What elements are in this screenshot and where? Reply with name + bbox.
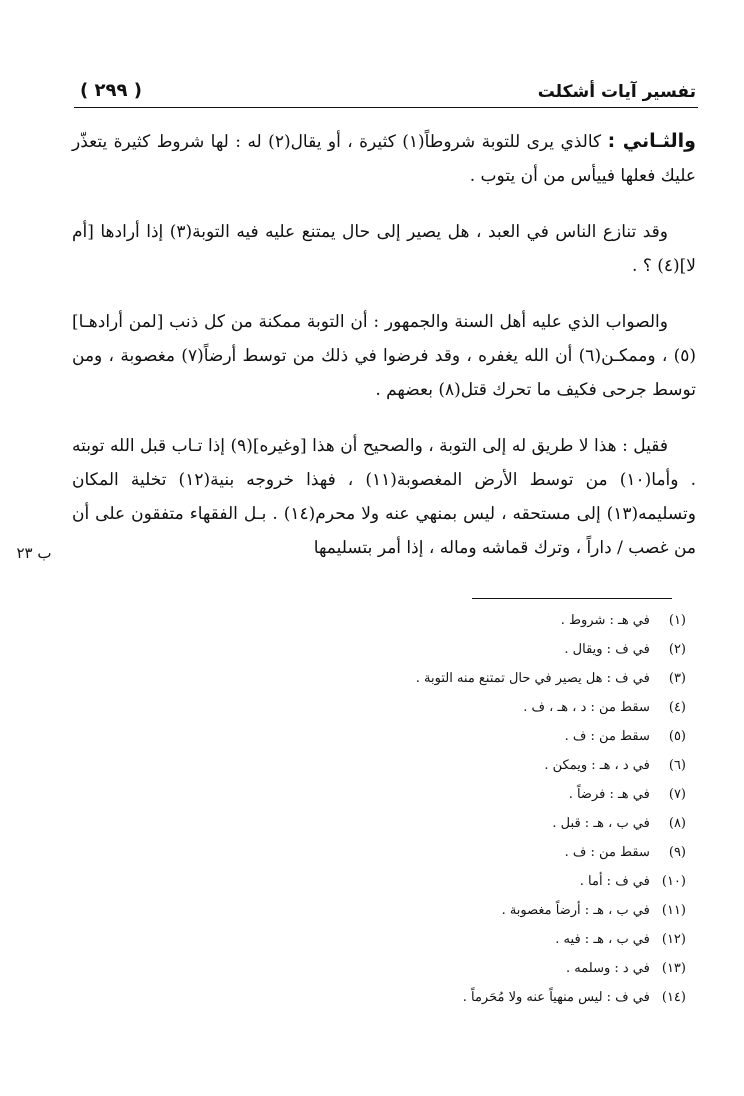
footnote-number: (٣) [668, 671, 686, 686]
footnote-text: سقط من : ف . [564, 845, 650, 860]
footnote [200, 983, 686, 1012]
footnote-text: في د ، هـ : ويمكن . [544, 758, 650, 773]
footnote-text: في ف : هل يصير في حال تمتنع منه التوبة . [415, 671, 650, 686]
footnote-number: (٢) [668, 642, 686, 657]
page-number: ( ٢٩٩ ) [80, 80, 142, 101]
footnotes [200, 606, 686, 1012]
footnote [200, 954, 686, 983]
footnote-text: في ب ، هـ : قبل . [552, 816, 650, 831]
footnote-text: في هـ : فرضاً . [568, 787, 650, 802]
footnote-text: في ف : ويقال . [564, 642, 650, 657]
paragraph-1 [72, 124, 696, 193]
footnote-text: سقط من : د ، هـ ، ف . [523, 700, 650, 715]
footnote-number: (٨) [668, 816, 686, 831]
footnote-number: (١١) [661, 903, 686, 918]
footnote-number: (٤) [668, 700, 686, 715]
footnote-number: (٩) [668, 845, 686, 860]
footnote-text: في ف : ليس منهياً عنه ولا مُحَرماً . [462, 990, 650, 1005]
footnote-number: (١٠) [661, 874, 686, 889]
paragraph-lead: والثـاني : [607, 130, 696, 152]
footnote-number: (٧) [668, 787, 686, 802]
footnote [200, 925, 686, 954]
footnote-text: في هـ : شروط . [560, 613, 650, 628]
running-title: تفسير آيات أشكلت [537, 82, 696, 102]
footnote [200, 722, 686, 751]
footnote-number: (١٤) [661, 990, 686, 1005]
footnote-number: (١) [668, 613, 686, 628]
footnote-number: (٦) [668, 758, 686, 773]
page-header [80, 78, 696, 108]
footnote-text: في ب ، هـ : فيه . [555, 932, 650, 947]
footnote-number: (١٣) [661, 961, 686, 976]
footnote [200, 693, 686, 722]
footnote-rule [472, 598, 672, 599]
footnote [200, 606, 686, 635]
footnote [200, 809, 686, 838]
footnote-text: في ف : أما . [579, 874, 650, 889]
footnote-number: (١٢) [661, 932, 686, 947]
margin-note: ب ٢٣ [16, 544, 52, 562]
paragraph-4: فقيل : هذا لا طريق له إلى التوبة ، والصحيح أن هذا [وغيره](٩) إذا تـاب قبل الله توبته . وأما(١٠) من توسط الأرض المغصوبة(١١) ، فهذا خروجه بنية(١٢) تخلية المكان وتسليمه(١٣) إلى مستحقه ، ليس بمنهي عنه ولا محرم(١٤) . بـل الفقهاء متفقون على أن من غصب / داراً ، وترك قماشه وماله ، إذا أمر بتسليمها [72, 436, 696, 558]
footnote [200, 896, 686, 925]
footnote-text: سقط من : ف . [564, 729, 650, 744]
footnote [200, 635, 686, 664]
footnote [200, 780, 686, 809]
footnote [200, 751, 686, 780]
footnote-text: في د : وسلمه . [566, 961, 650, 976]
footnote [200, 664, 686, 693]
footnote [200, 867, 686, 896]
paragraph-text: كالذي يرى للتوبة شروطاً(١) كثيرة ، أو يقال(٢) له : لها شروط كثيرة يتعذّر عليك فعلها فييأس من أن يتوب . [72, 132, 696, 186]
paragraph-2: وقد تنازع الناس في العبد ، هل يصير إلى حال يمتنع عليه فيه التوبة(٣) إذا أرادها [أم لا](٤) ؟ . [72, 222, 696, 276]
footnote-number: (٥) [668, 729, 686, 744]
paragraph-3: والصواب الذي عليه أهل السنة والجمهور : أن التوبة ممكنة من كل ذنب [لمن أرادهـا](٥) ، وممكـن(٦) أن الله يغفره ، وقد فرضوا في ذلك من توسط أرضاً(٧) مغصوبة ، ومن توسط جرحى فكيف ما تحرك قتل(٨) بعضهم . [72, 312, 697, 400]
footnote-text: في ب ، هـ : أرضاً مغصوبة . [501, 903, 650, 918]
header-rule [74, 107, 698, 108]
main-text [72, 124, 696, 587]
footnote [200, 838, 686, 867]
